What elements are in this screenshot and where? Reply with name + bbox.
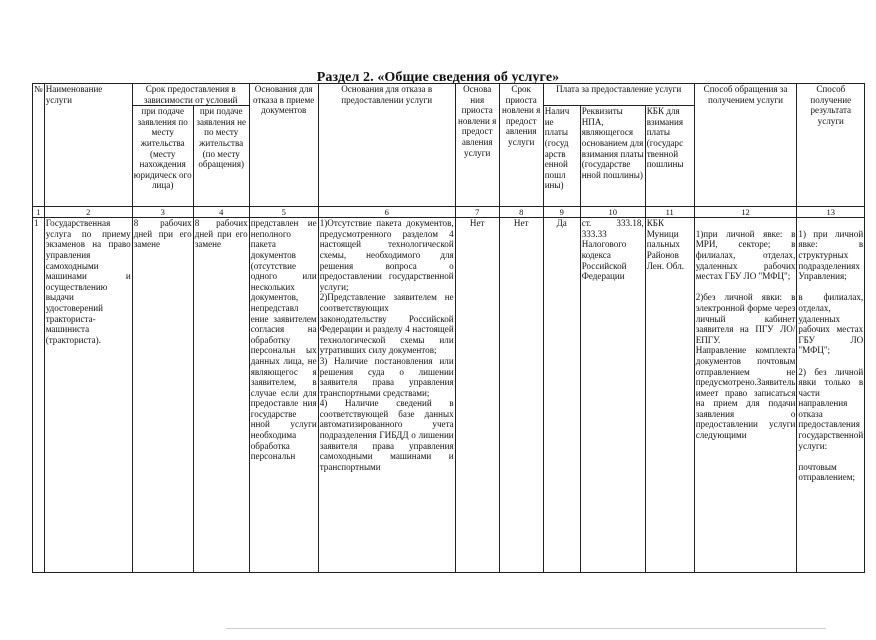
column-number: 8: [499, 207, 543, 218]
header-fee-present: Налич ие платы (госуд арств енной пошл ины): [543, 106, 580, 207]
row-fee-present: Да: [543, 218, 580, 573]
column-number: 6: [318, 207, 455, 218]
row-suspend-grounds: Нет: [455, 218, 499, 573]
header-suspend-grounds: Основа ния приоста новлени я предост авления услуги: [455, 84, 499, 207]
row-fee-npa: ст. 333.18, 333.33 Налогового кодекса Российской Федерации: [580, 218, 645, 573]
row-refuse-service: 1)Отсутствие пакета документов, предусмотренного разделом 4 настоящей технологической схемы, необходимого для решения вопроса о предоставлении государственной услуги; 2)Представление заявителем не соответствующих законодательству Российской Федерации и разделу 4 настоящей технологической схемы или утративших силу документов; 3) Наличие постановления или решения суда о лишении заявителя права управления транспортными средствами; 4) Наличие сведений в соответствующей базе данных автоматизированного учета подразделения ГИБДД о лишении заявителя права управления самоходными машинами и транспортными: [318, 218, 455, 573]
header-term: Срок предоставления в зависимости от условий: [132, 84, 249, 106]
column-number: 12: [694, 207, 797, 218]
row-service-name: Государственная услуга по приему экзаменов на право управления самоходными машинами и осуществлению выдачи удостоверений тракториста-машиниста (тракториста).: [44, 218, 132, 573]
header-refuse-reception: Основания для отказа в приеме документов: [249, 84, 318, 207]
row-result-method: 1) при личной явке: в структурных подразделениях Управления; в филиалах, отделах, удаленных рабочих местах ГБУ ЛО "МФЦ"; 2) без личной явки только в части направления отказа предоставления государственной услуги: почтовым отправлением;: [797, 218, 865, 573]
header-num: №: [33, 84, 45, 207]
table-row: [33, 218, 865, 573]
header-term-residence: при подаче заявления по месту жительства (месту нахождения юридическ ого лица): [132, 106, 193, 207]
column-number: 10: [580, 207, 645, 218]
column-number: 13: [797, 207, 865, 218]
row-term-nonresidence: 8 рабочих дней при его замене: [193, 218, 249, 573]
scan-edge-line: [226, 628, 826, 629]
header-fee-npa: Реквизиты НПА, являющегося основанием для взимания платы (государстве нной пошлины): [580, 106, 645, 207]
row-refuse-reception: представлен ие неполного пакета документов (отсутствие одного или нескольких документов, непредставл ение заявителем согласия на обработку персональн ых данных лица, не являющегос я заявителем, в случае если для предоставле ния государстве нной услуги необходима обработка персональн: [249, 218, 318, 573]
header-suspend-term: Срок приоста новлени я предост авления услуги: [499, 84, 543, 207]
header-refuse-service: Основания для отказа в предоставлении услуги: [318, 84, 455, 207]
row-suspend-term: Нет: [499, 218, 543, 573]
row-fee-kbk: КБК Муници пальных Районов Лен. Обл.: [645, 218, 694, 573]
column-number: 5: [249, 207, 318, 218]
header-result-method: Способ получение результата услуги: [797, 84, 865, 207]
header-fee: Плата за предоставление услуги: [543, 84, 694, 106]
column-number: 7: [455, 207, 499, 218]
column-number: 3: [132, 207, 193, 218]
column-number: 4: [193, 207, 249, 218]
header-term-nonresidence: при подаче заявления не по месту жительства (по месту обращения): [193, 106, 249, 207]
column-number: 2: [44, 207, 132, 218]
row-num: 1: [33, 218, 45, 573]
service-info-table: [32, 83, 865, 573]
header-row-1: [33, 84, 865, 106]
row-apply-method: 1)при личной явке: в МРИ, секторе; в филиалах, отделах, удаленных рабочих местах ГБУ ЛО "МФЦ"; 2)без личной явки: в электронной форме через личный кабинет заявителя на ПГУ ЛО/ЕПГУ. Направление комплекта документов почтовым отправлением не предусмотрено.Заявитель имеет право записаться на прием для подачи заявления о предоставлении услуги следующими: [694, 218, 797, 573]
column-number: 1: [33, 207, 45, 218]
row-term-residence: 8 рабочих дней при его замене: [132, 218, 193, 573]
section-title: Раздел 2. «Общие сведения об услуге»: [316, 70, 560, 85]
header-name: Наименование услуги: [44, 84, 132, 207]
header-fee-kbk: КБК для взимания платы (государс твенной пошлины: [645, 106, 694, 207]
column-number-row: [33, 207, 865, 218]
column-number: 9: [543, 207, 580, 218]
column-number: 11: [645, 207, 694, 218]
header-apply-method: Способ обращения за получением услуги: [694, 84, 797, 207]
